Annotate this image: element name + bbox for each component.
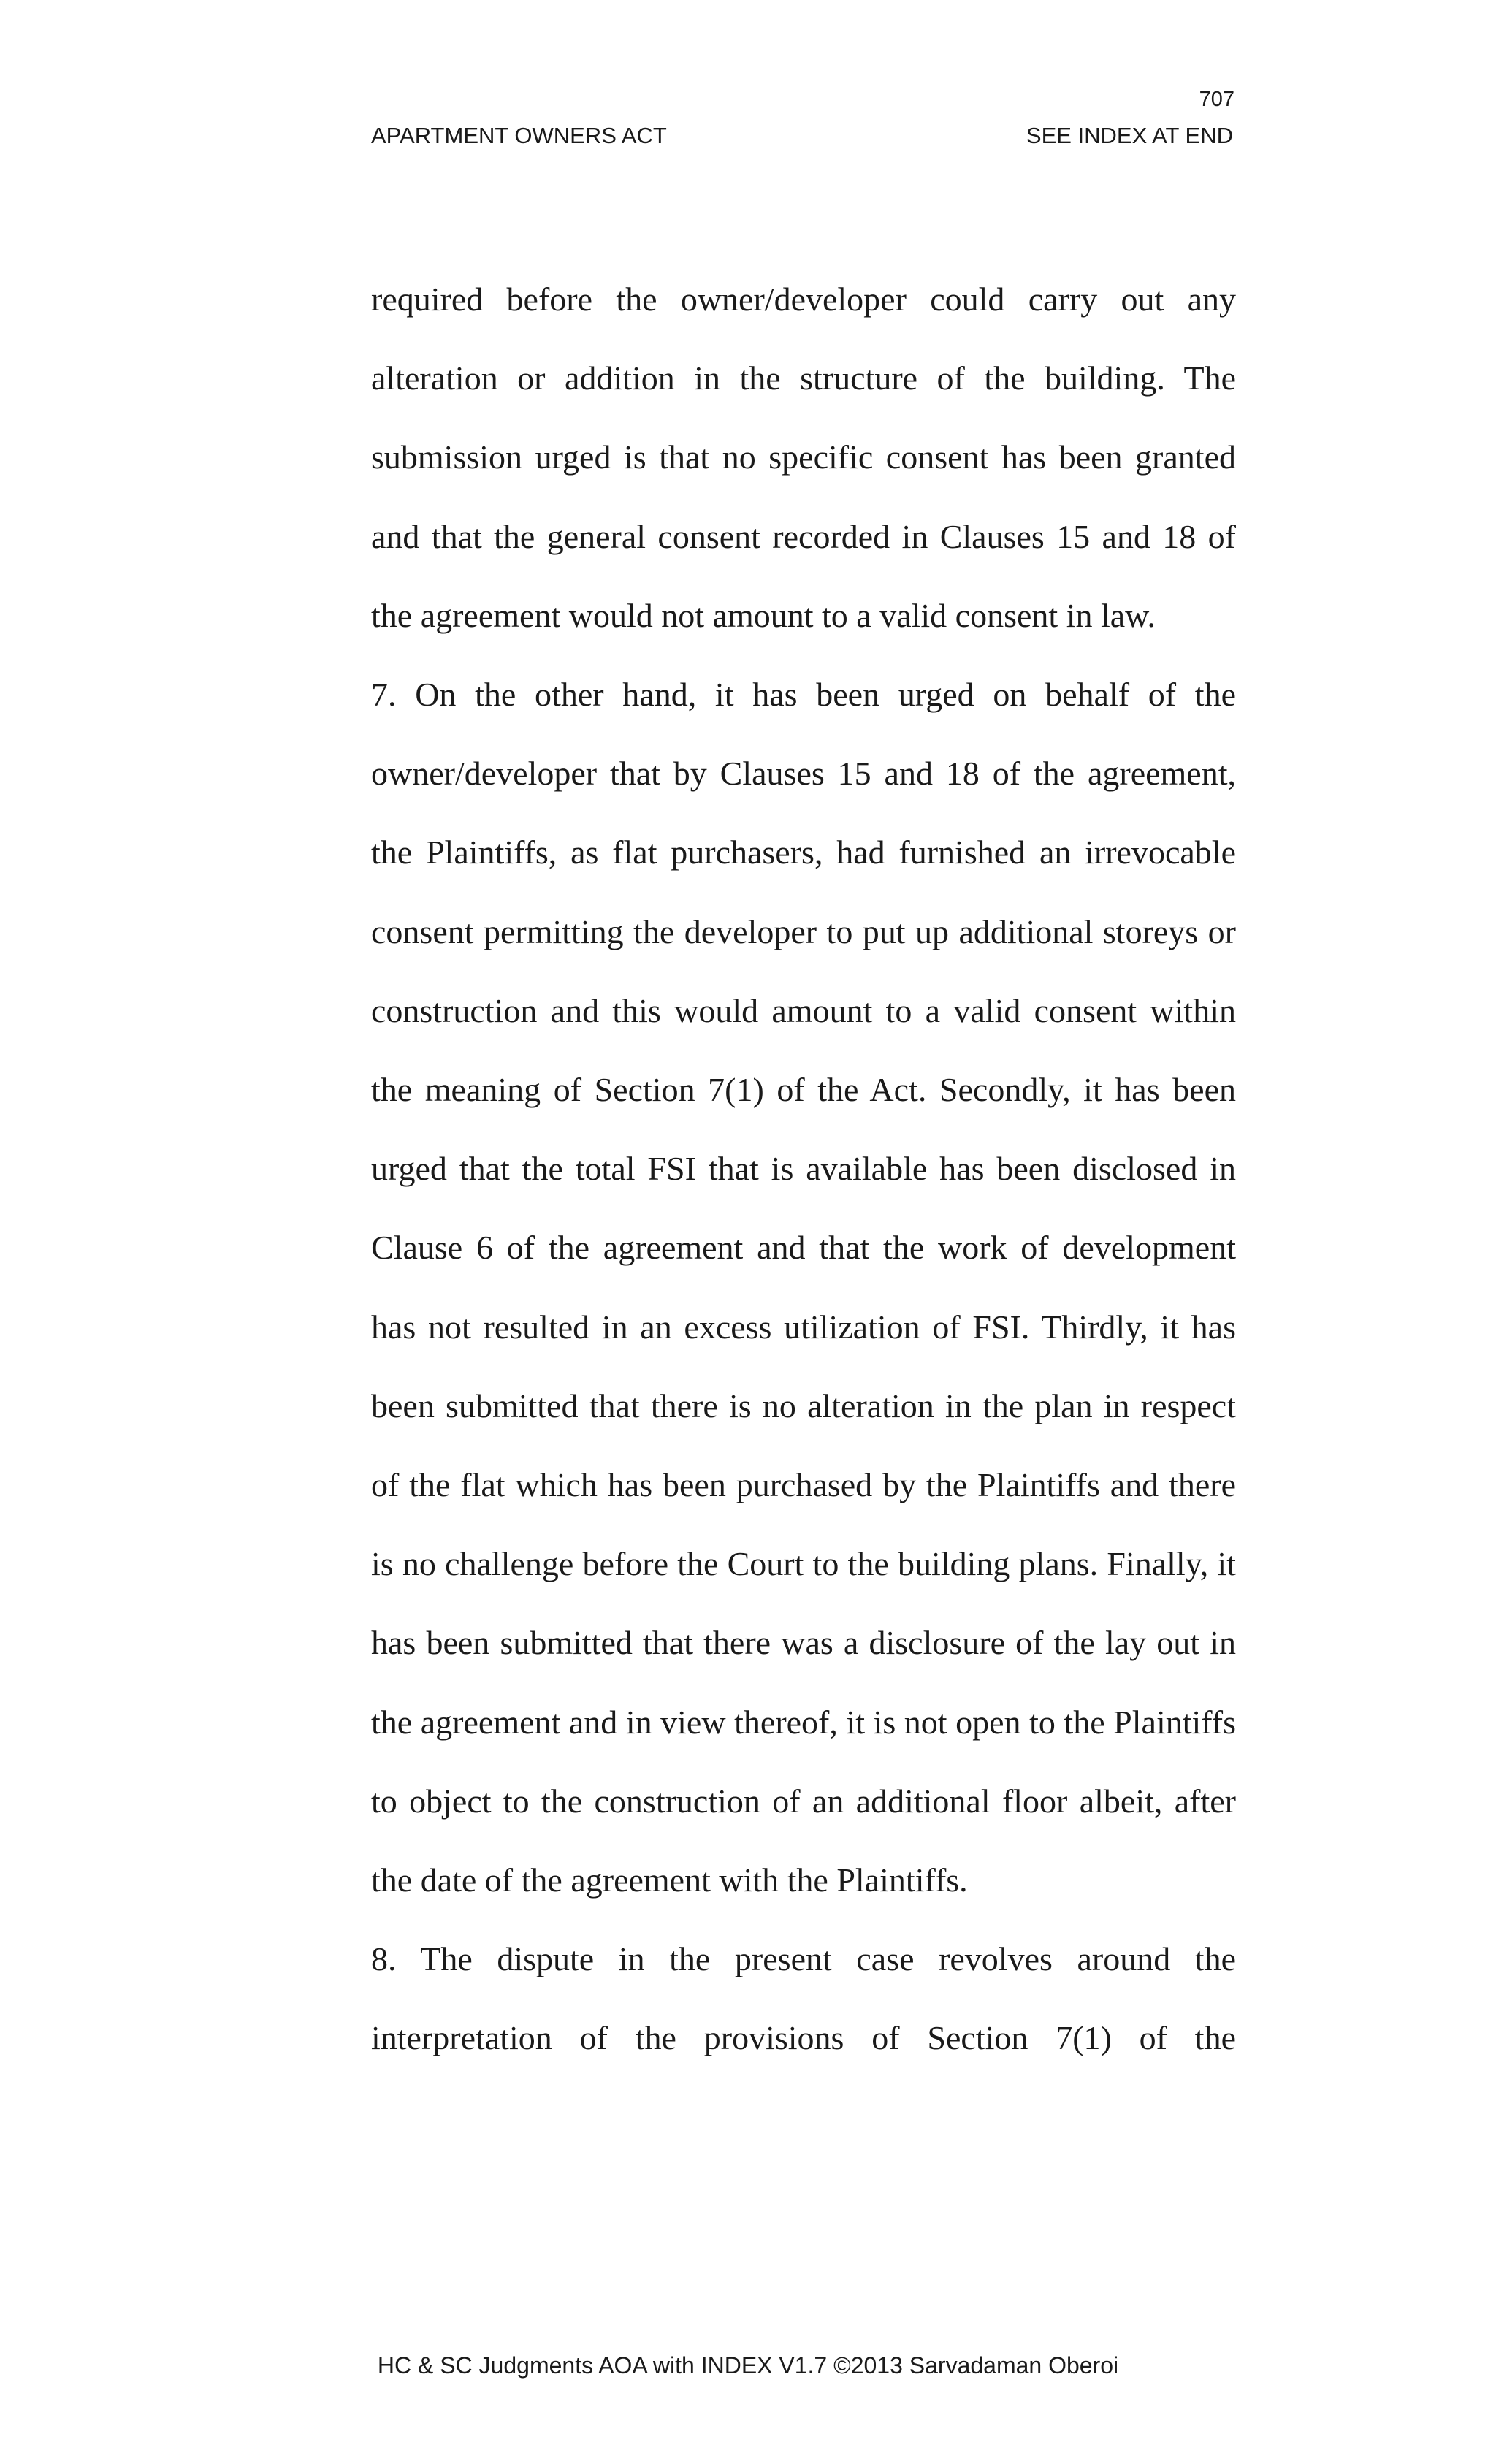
- paragraph-8: 8. The dispute in the present case revolves around the interpretation of the provisions of Section 7(1) of the: [371, 1940, 1236, 2057]
- header-index-note: SEE INDEX AT END: [1026, 123, 1233, 148]
- page-number: 707: [1199, 88, 1234, 111]
- paragraph-7: 7. On the other hand, it has been urged on behalf of the owner/developer that by Clauses 15 and 18 of the agreement, the Plaintiffs, as flat purchasers, had furnished an irrevocable consent permitting the developer to put up additional storeys or construction and this would amount to a valid consent within the meaning of Section 7(1) of the Act. Secondly, it has been urged that the total FSI that is available has been disclosed in Clause 6 of the agreement and that the work of development has not resulted in an excess utilization of FSI. Thirdly, it has been submitted that there is no alteration in the plan in respect of the flat which has been purchased by the Plaintiffs and there is no challenge before the Court to the building plans. Finally, it has been submitted that there was a disclosure of the lay out in the agreement and in view thereof, it is not open to the Plaintiffs to object to the construction of an additional floor albeit, after the date of the agreement with the Plaintiffs.: [371, 676, 1236, 1899]
- header-title: APARTMENT OWNERS ACT: [371, 123, 667, 148]
- running-header: [371, 124, 1233, 147]
- page-footer: HC & SC Judgments AOA with INDEX V1.7 ©2013 Sarvadaman Oberoi: [377, 2352, 1119, 2379]
- paragraph-continuation: required before the owner/developer could carry out any alteration or addition in the structure of the building. The submission urged is that no specific consent has been granted and that the general consent recorded in Clauses 15 and 18 of the agreement would not amount to a valid consent in law.: [371, 281, 1236, 634]
- body-text: [371, 260, 1236, 2078]
